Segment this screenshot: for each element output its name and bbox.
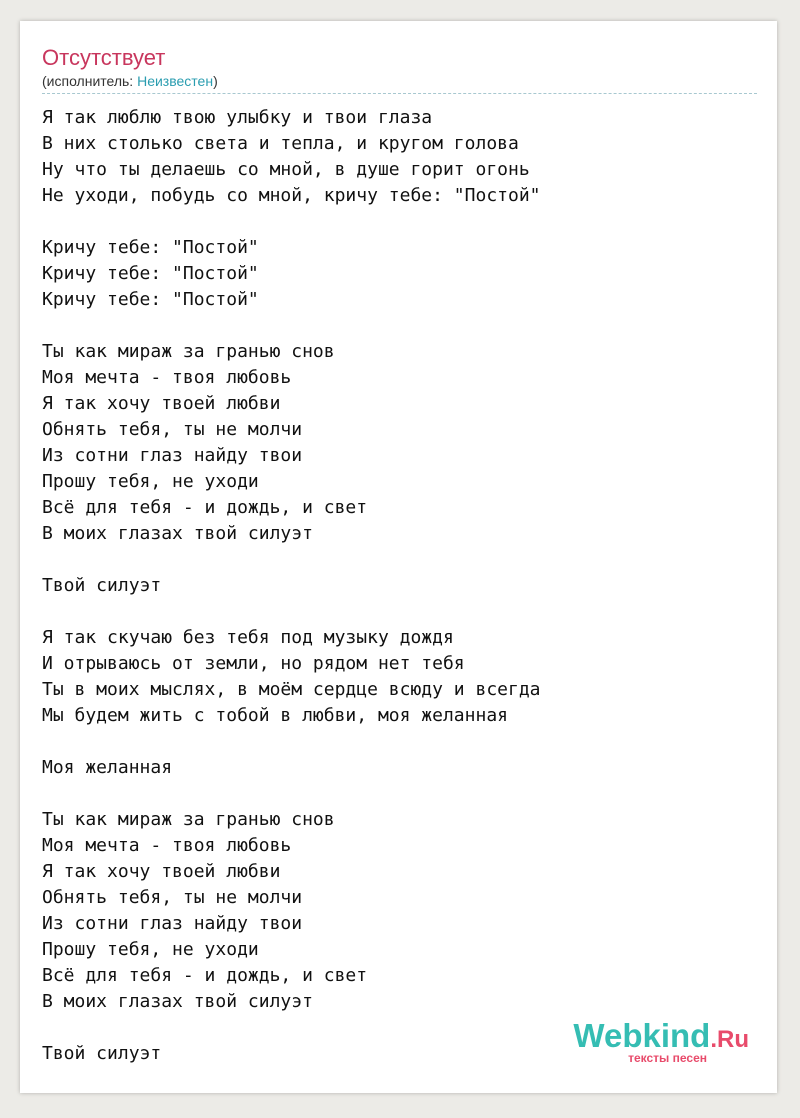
lyric-line: В моих глазах твой силуэт — [42, 523, 313, 544]
lyric-line: В них столько света и тепла, и кругом голова — [42, 133, 519, 154]
song-title: Отсутствует — [42, 45, 166, 70]
lyric-line: Моя мечта - твоя любовь — [42, 367, 292, 388]
lyric-line: Я так люблю твою улыбку и твои глаза — [42, 107, 433, 128]
lyric-line: Кричу тебе: "Постой" — [42, 263, 259, 284]
logo-tld: .Ru — [710, 1026, 749, 1053]
lyric-line: Твой силуэт — [42, 575, 162, 596]
lyric-line: Я так хочу твоей любви — [42, 393, 281, 414]
lyrics-sheet — [20, 21, 777, 1093]
lyric-line: Я так хочу твоей любви — [42, 861, 281, 882]
lyric-line: Всё для тебя - и дождь, и свет — [42, 965, 368, 986]
lyric-line: Мы будем жить с тобой в любви, моя желанная — [42, 705, 508, 726]
lyric-line: Всё для тебя - и дождь, и свет — [42, 497, 368, 518]
logo-subtitle: тексты песен — [628, 1051, 707, 1065]
artist-prefix: (исполнитель: — [42, 73, 138, 89]
divider — [42, 93, 757, 94]
site-logo[interactable] — [573, 1019, 749, 1065]
lyric-line: Ну что ты делаешь со мной, в душе горит огонь — [42, 159, 530, 180]
lyric-line: Обнять тебя, ты не молчи — [42, 887, 303, 908]
artist-suffix: ) — [213, 73, 218, 89]
lyric-line: Ты как мираж за гранью снов — [42, 341, 335, 362]
lyric-line: Я так скучаю без тебя под музыку дождя — [42, 627, 454, 648]
lyric-line: Обнять тебя, ты не молчи — [42, 419, 303, 440]
lyrics-text — [42, 105, 541, 1067]
lyric-line: Моя мечта - твоя любовь — [42, 835, 292, 856]
lyric-line: Не уходи, побудь со мной, кричу тебе: "Постой" — [42, 185, 541, 206]
lyric-line: Ты как мираж за гранью снов — [42, 809, 335, 830]
lyric-line: Из сотни глаз найду твои — [42, 445, 303, 466]
lyric-line: Твой силуэт — [42, 1043, 162, 1064]
lyric-line: Кричу тебе: "Постой" — [42, 289, 259, 310]
lyric-line: Прошу тебя, не уходи — [42, 939, 259, 960]
lyric-line: В моих глазах твой силуэт — [42, 991, 313, 1012]
lyric-line: Прошу тебя, не уходи — [42, 471, 259, 492]
artist-link[interactable]: Неизвестен — [137, 73, 214, 89]
lyric-line: Моя желанная — [42, 757, 173, 778]
logo-name: Webkind — [573, 1017, 711, 1054]
artist-line — [42, 73, 218, 89]
lyric-line: И отрываюсь от земли, но рядом нет тебя — [42, 653, 465, 674]
lyric-line: Кричу тебе: "Постой" — [42, 237, 259, 258]
lyric-line: Ты в моих мыслях, в моём сердце всюду и всегда — [42, 679, 541, 700]
lyric-line: Из сотни глаз найду твои — [42, 913, 303, 934]
